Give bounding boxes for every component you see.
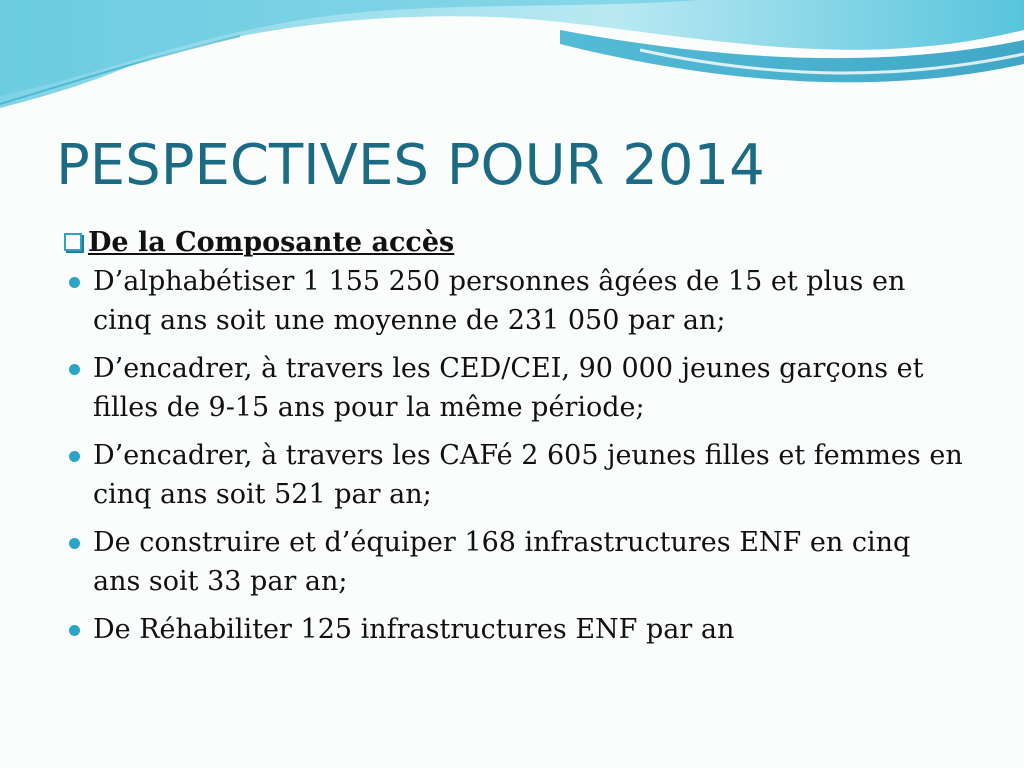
bullet-dot-icon <box>69 538 80 549</box>
bullet-dot-icon <box>69 364 80 375</box>
list-item <box>64 523 964 601</box>
slide-title: PESPECTIVES POUR 2014 <box>56 133 765 198</box>
list-item <box>64 610 964 649</box>
bullet-dot-icon <box>69 625 80 636</box>
checkbox-bullet-icon <box>64 233 82 251</box>
list-item-text: De construire et d’équiper 168 infrastructures ENF en cinq ans soit 33 par an; <box>93 527 911 597</box>
list-item <box>64 262 964 340</box>
bullet-dot-icon <box>69 451 80 462</box>
list-item-text: D’encadrer, à travers les CAFé 2 605 jeunes filles et femmes en cinq ans soit 521 par an; <box>93 440 963 510</box>
list-item-text: D’encadrer, à travers les CED/CEI, 90 000 jeunes garçons et filles de 9-15 ans pour la même période; <box>93 353 924 423</box>
list-item-text: De Réhabiliter 125 infrastructures ENF par an <box>93 614 735 645</box>
section-heading <box>64 222 964 262</box>
bullet-list <box>64 262 964 649</box>
list-item <box>64 349 964 427</box>
list-item <box>64 436 964 514</box>
slide-content <box>64 222 964 658</box>
list-item-text: D’alphabétiser 1 155 250 personnes âgées de 15 et plus en cinq ans soit une moyenne de 231 050 par an; <box>93 266 906 336</box>
header-wave-decoration <box>0 0 1024 130</box>
section-heading-text: De la Composante accès <box>88 226 455 258</box>
bullet-dot-icon <box>69 277 80 288</box>
